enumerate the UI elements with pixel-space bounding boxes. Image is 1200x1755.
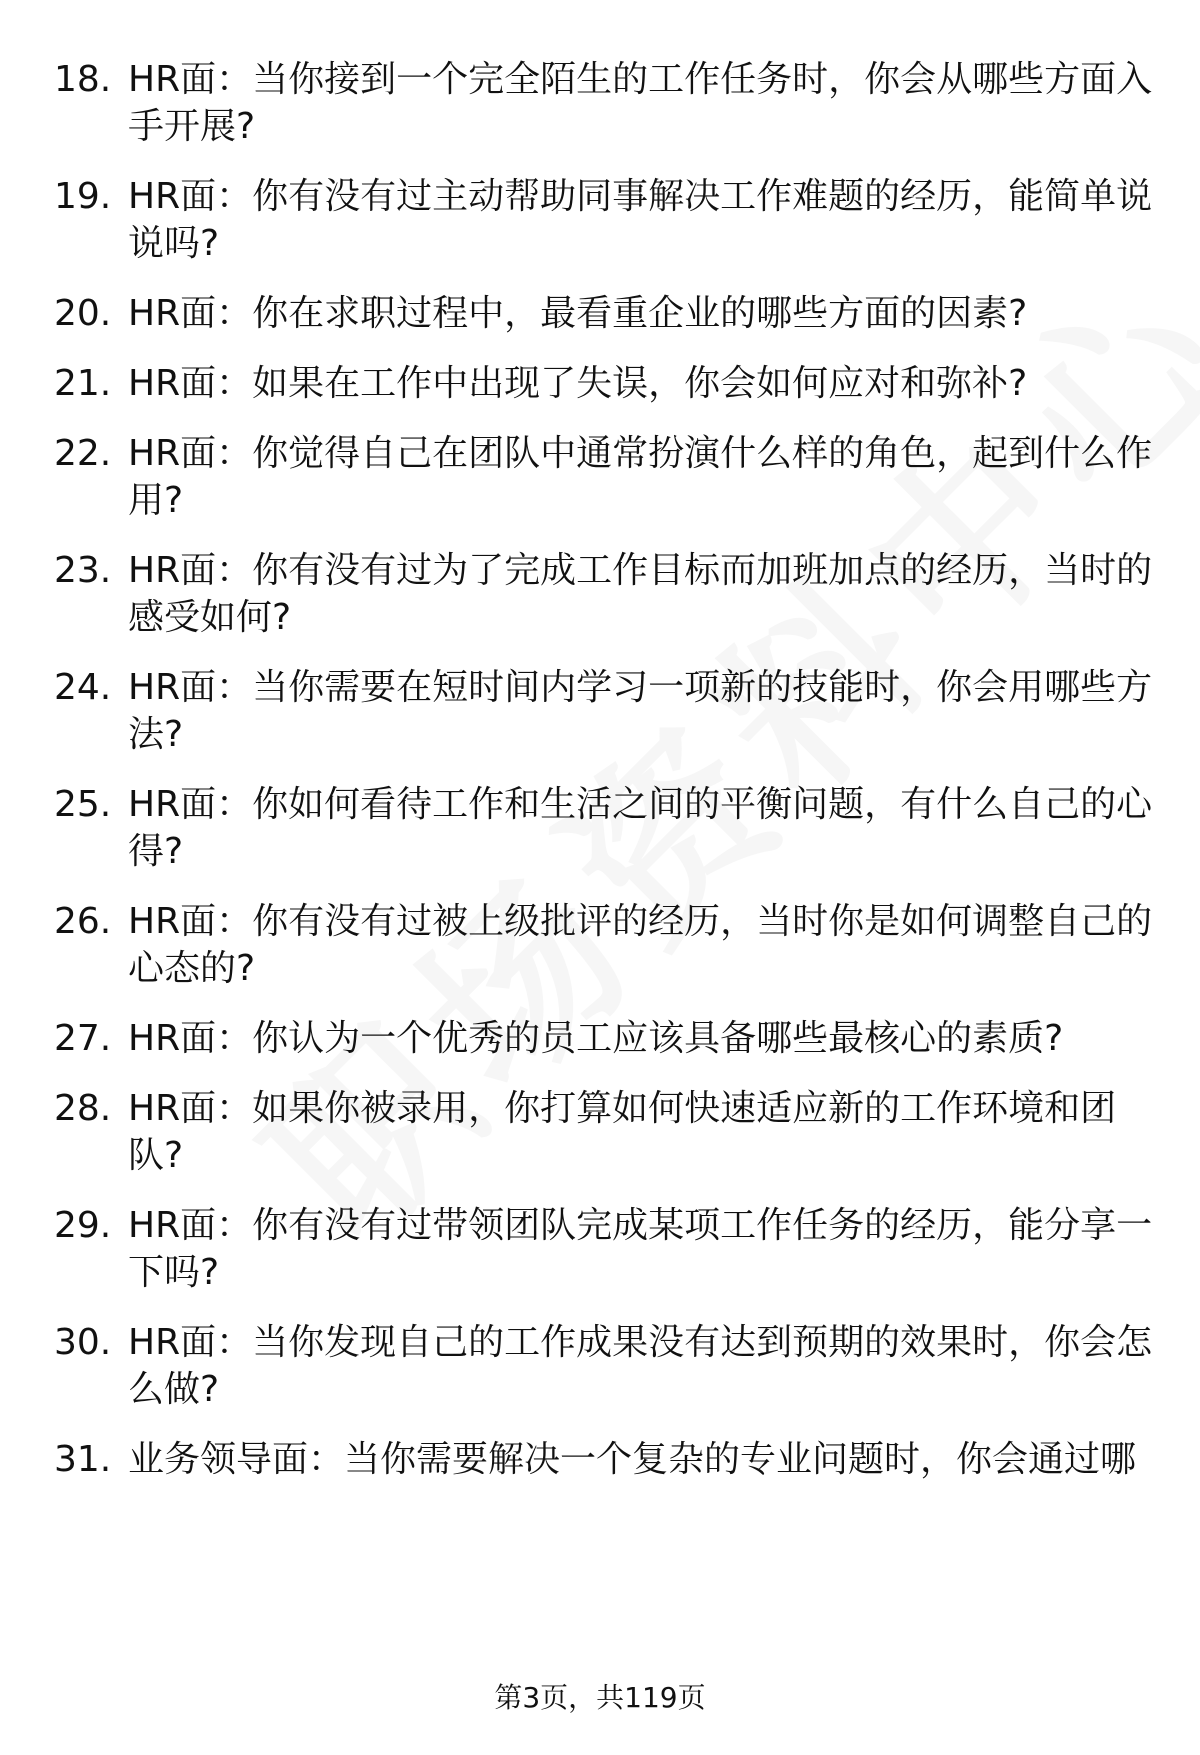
- question-list: [0, 56, 1200, 1506]
- question-text: HR面：如果你被录用，你打算如何快速适应新的工作环境和团队?: [128, 1088, 1117, 1176]
- list-item: [0, 898, 1200, 992]
- question-number: 26.: [54, 901, 112, 942]
- list-item: [0, 1085, 1200, 1179]
- question-text: HR面：你有没有过被上级批评的经历，当时你是如何调整自己的心态的?: [128, 901, 1153, 989]
- question-number: 18.: [54, 59, 112, 100]
- question-number: 30.: [54, 1322, 112, 1363]
- list-item: [0, 1202, 1200, 1296]
- list-item: [0, 56, 1200, 150]
- list-item: [0, 664, 1200, 758]
- question-number: 23.: [54, 550, 112, 591]
- question-text: HR面：你有没有过主动帮助同事解决工作难题的经历，能简单说说吗?: [128, 176, 1153, 264]
- question-number: 28.: [54, 1088, 112, 1129]
- list-item: [0, 360, 1200, 407]
- list-item: [0, 1436, 1200, 1483]
- question-number: 31.: [54, 1439, 112, 1480]
- question-text: 业务领导面：当你需要解决一个复杂的专业问题时，你会通过哪: [128, 1439, 1137, 1480]
- question-number: 20.: [54, 293, 112, 334]
- question-number: 24.: [54, 667, 112, 708]
- question-text: HR面：当你需要在短时间内学习一项新的技能时，你会用哪些方法?: [128, 667, 1153, 755]
- list-item: [0, 430, 1200, 524]
- question-number: 22.: [54, 433, 112, 474]
- question-text: HR面：你有没有过带领团队完成某项工作任务的经历，能分享一下吗?: [128, 1205, 1153, 1293]
- list-item: [0, 1319, 1200, 1413]
- question-number: 25.: [54, 784, 112, 825]
- question-number: 27.: [54, 1018, 112, 1059]
- list-item: [0, 1015, 1200, 1062]
- question-text: HR面：你有没有过为了完成工作目标而加班加点的经历，当时的感受如何?: [128, 550, 1153, 638]
- question-number: 29.: [54, 1205, 112, 1246]
- question-text: HR面：你在求职过程中，最看重企业的哪些方面的因素?: [128, 293, 1028, 334]
- page-footer: 第3页，共119页: [494, 1681, 706, 1714]
- question-text: HR面：如果在工作中出现了失误，你会如何应对和弥补?: [128, 363, 1028, 404]
- question-text: HR面：你觉得自己在团队中通常扮演什么样的角色，起到什么作用?: [128, 433, 1153, 521]
- question-number: 21.: [54, 363, 112, 404]
- question-text: HR面：当你发现自己的工作成果没有达到预期的效果时，你会怎么做?: [128, 1322, 1153, 1410]
- list-item: [0, 173, 1200, 267]
- list-item: [0, 547, 1200, 641]
- question-text: HR面：你如何看待工作和生活之间的平衡问题，有什么自己的心得?: [128, 784, 1153, 872]
- list-item: [0, 290, 1200, 337]
- question-text: HR面：你认为一个优秀的员工应该具备哪些最核心的素质?: [128, 1018, 1064, 1059]
- list-item: [0, 781, 1200, 875]
- question-text: HR面：当你接到一个完全陌生的工作任务时，你会从哪些方面入手开展?: [128, 59, 1153, 147]
- question-number: 19.: [54, 176, 112, 217]
